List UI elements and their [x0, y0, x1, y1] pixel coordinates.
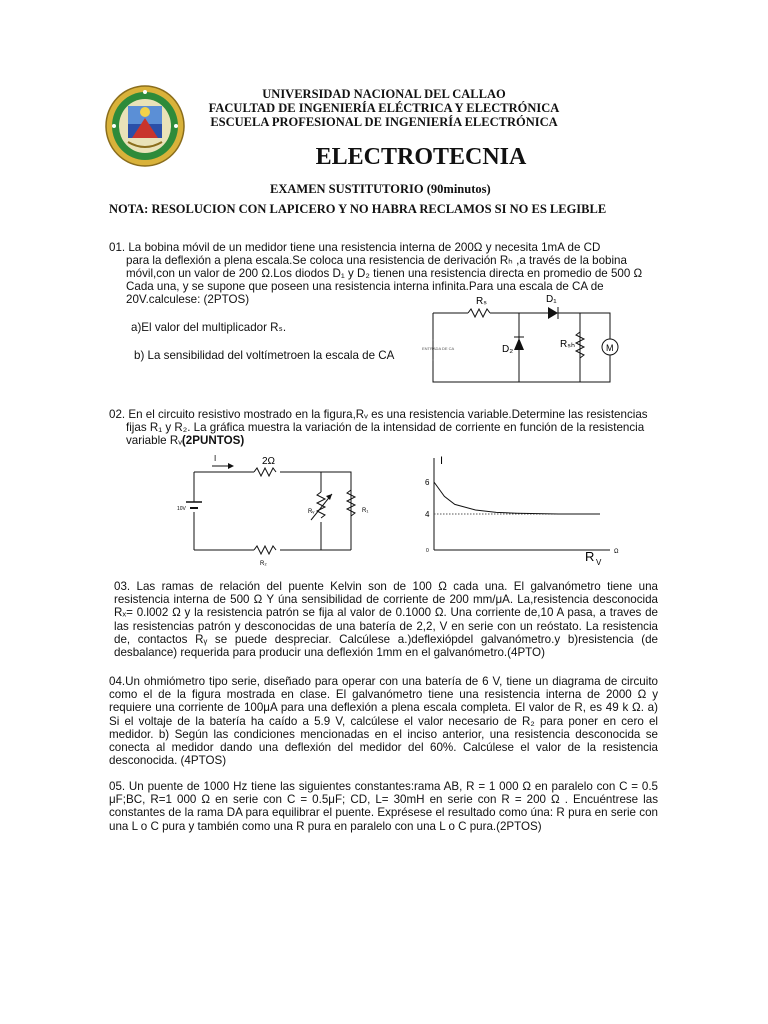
- meter-label: M: [606, 343, 614, 353]
- d1-diode-symbol: [548, 307, 558, 319]
- q1-part-b: b) La sensibilidad del voltímetroen la escala de CA: [134, 349, 395, 362]
- r2-resistor: [254, 546, 276, 554]
- origin-label: 0: [426, 548, 429, 554]
- q1-line-5: 20V.calculese: (2PTOS): [126, 293, 250, 306]
- y-axis-label: I: [440, 455, 444, 467]
- top-resistor-label: 2Ω: [262, 456, 276, 467]
- rv-label: Rᵥ: [308, 509, 315, 515]
- top-2ohm-resistor: [254, 468, 276, 476]
- q1-line-2: para la deflexión a plena escala.Se coloca una resistencia de derivación Rₕ ,a través de la bobina: [126, 254, 627, 267]
- q2-circuit-diagram: [170, 450, 380, 572]
- d1-label: D₁: [546, 294, 557, 305]
- current-curve: [434, 482, 600, 514]
- q2-line-2: fijas R₁ y R₂. La gráfica muestra la variación de la intensidad de corriente en función de la resistencia: [126, 421, 645, 434]
- q4-text: 04.Un ohmiómetro tipo serie, diseñado para operar con una batería de 6 V, tiene un diagrama de circuito como el de la figura mostrada en clase. El galvanómetro tiene una resistencia interna de 2000 Ω y requiere una corriente de 100μA para una deflexión a plena escala completa. El valor de R, es 49 k Ω. a) Si el voltaje de la batería ha caído a 5.9 V, calcúlese el valor necesario de R₂ para poner en cero el medidor. b) Según las condiciones mencionadas en el inciso anterior, una resistencia desconocida se conecta al medidor dando una deflexión del medidor del 60%. Calcúlese el valor de la resistencia desconocida. (4PTOS): [109, 675, 658, 768]
- q2-line-3-prefix: variable Rᵥ: [126, 434, 182, 447]
- q1-line-4: Cada una, y se supone que poseen una resistencia interna infinita.Para una escala de CA de: [126, 280, 604, 293]
- q3-text: 03. Las ramas de relación del puente Kelvin son de 100 Ω cada una. El galvanómetro tiene una resistencia interna de 500 Ω Y úna sensibilidad de corriente de 200 mm/μA. La,resistencia desconocida Rₓ= 0.l002 Ω y la resistencia patrón se fija al valor de 0.1000 Ω. Una corriente de,10 A pasa, a traves de las resistencias patrón y desconocidas de una batería de 2,2, V en serie con un reóstato. La resistencia de, contactos Rᵧ se puede despreciar. Calcúlese a.)deflexiópdel galvanómetro.y b)resistencia (de desbalance) requerida para producir una deflexión 1mm en el galvanómetro.(4PTO): [114, 580, 658, 660]
- r1-label: R₁: [362, 508, 369, 514]
- x-axis-unit: Ω: [614, 549, 619, 555]
- rs-label: Rₛ: [476, 296, 487, 307]
- exam-note: NOTA: RESOLUCION CON LAPICERO Y NO HABRA RECLAMOS SI NO ES LEGIBLE: [109, 202, 607, 216]
- d2-diode-symbol: [514, 338, 524, 350]
- d2-label: D₂: [502, 344, 514, 355]
- q2-line-3: [126, 434, 244, 447]
- q2-line-1: 02. En el circuito resistivo mostrado en la figura,Rᵥ es una resistencia variable.Determine las resistencias: [109, 408, 648, 421]
- r2-label: R₂: [260, 561, 267, 567]
- q2-points: (2PUNTOS): [181, 434, 245, 447]
- y-tick-6: 6: [425, 478, 430, 487]
- q1-part-a: a)El valor del multiplicador Rₛ.: [131, 321, 287, 334]
- q1-line-3: móvil,con un valor de 200 Ω.Los diodos D₁ y D₂ tienen una resistencia directa en promedio de 500 Ω: [126, 267, 643, 280]
- course-title: ELECTROTECNIA: [315, 144, 527, 170]
- y-tick-4: 4: [425, 510, 430, 519]
- x-axis-label: R: [585, 549, 595, 564]
- current-label: I: [214, 454, 217, 463]
- rs-resistor: [468, 309, 490, 317]
- q1-line-1: 01. La bobina móvil de un medidor tiene una resistencia interna de 200Ω y necesita 1mA de CD: [109, 241, 601, 254]
- q5-text: 05. Un puente de 1000 Hz tiene las siguientes constantes:rama AB, R = 1 000 Ω en paralelo con C = 0.5 μF;BC, R=1 000 Ω en serie con C = 0.5μF; CD, L= 30mH en serie con R = 200 Ω . Encuéntrese las constantes de la rama DA para equilibrar el puente. Exprésese el resultado como úna: R pura en serie con una L o C pura y también como una R pura en paralelo con una L o C pura.(2PTOS): [109, 780, 658, 833]
- current-arrow: [228, 463, 234, 469]
- source-label: ENTRADA DE CA: [422, 346, 455, 351]
- rv-resistor: [317, 492, 325, 518]
- q1-circuit-diagram: [420, 290, 630, 386]
- faculty-name: FACULTAD DE INGENIERÍA ELÉCTRICA Y ELECTRÓNICA: [208, 101, 560, 115]
- school-name: ESCUELA PROFESIONAL DE INGENIERÍA ELECTRÓNICA: [210, 115, 558, 129]
- battery-label: 10V: [177, 506, 186, 512]
- q2-current-graph: [410, 450, 635, 570]
- university-name: UNIVERSIDAD NACIONAL DEL CALLAO: [262, 87, 506, 101]
- exam-title: EXAMEN SUSTITUTORIO (90minutos): [270, 182, 491, 196]
- x-axis-label-sub: V: [596, 558, 602, 567]
- rsh-label: Rₛₕ: [560, 339, 575, 350]
